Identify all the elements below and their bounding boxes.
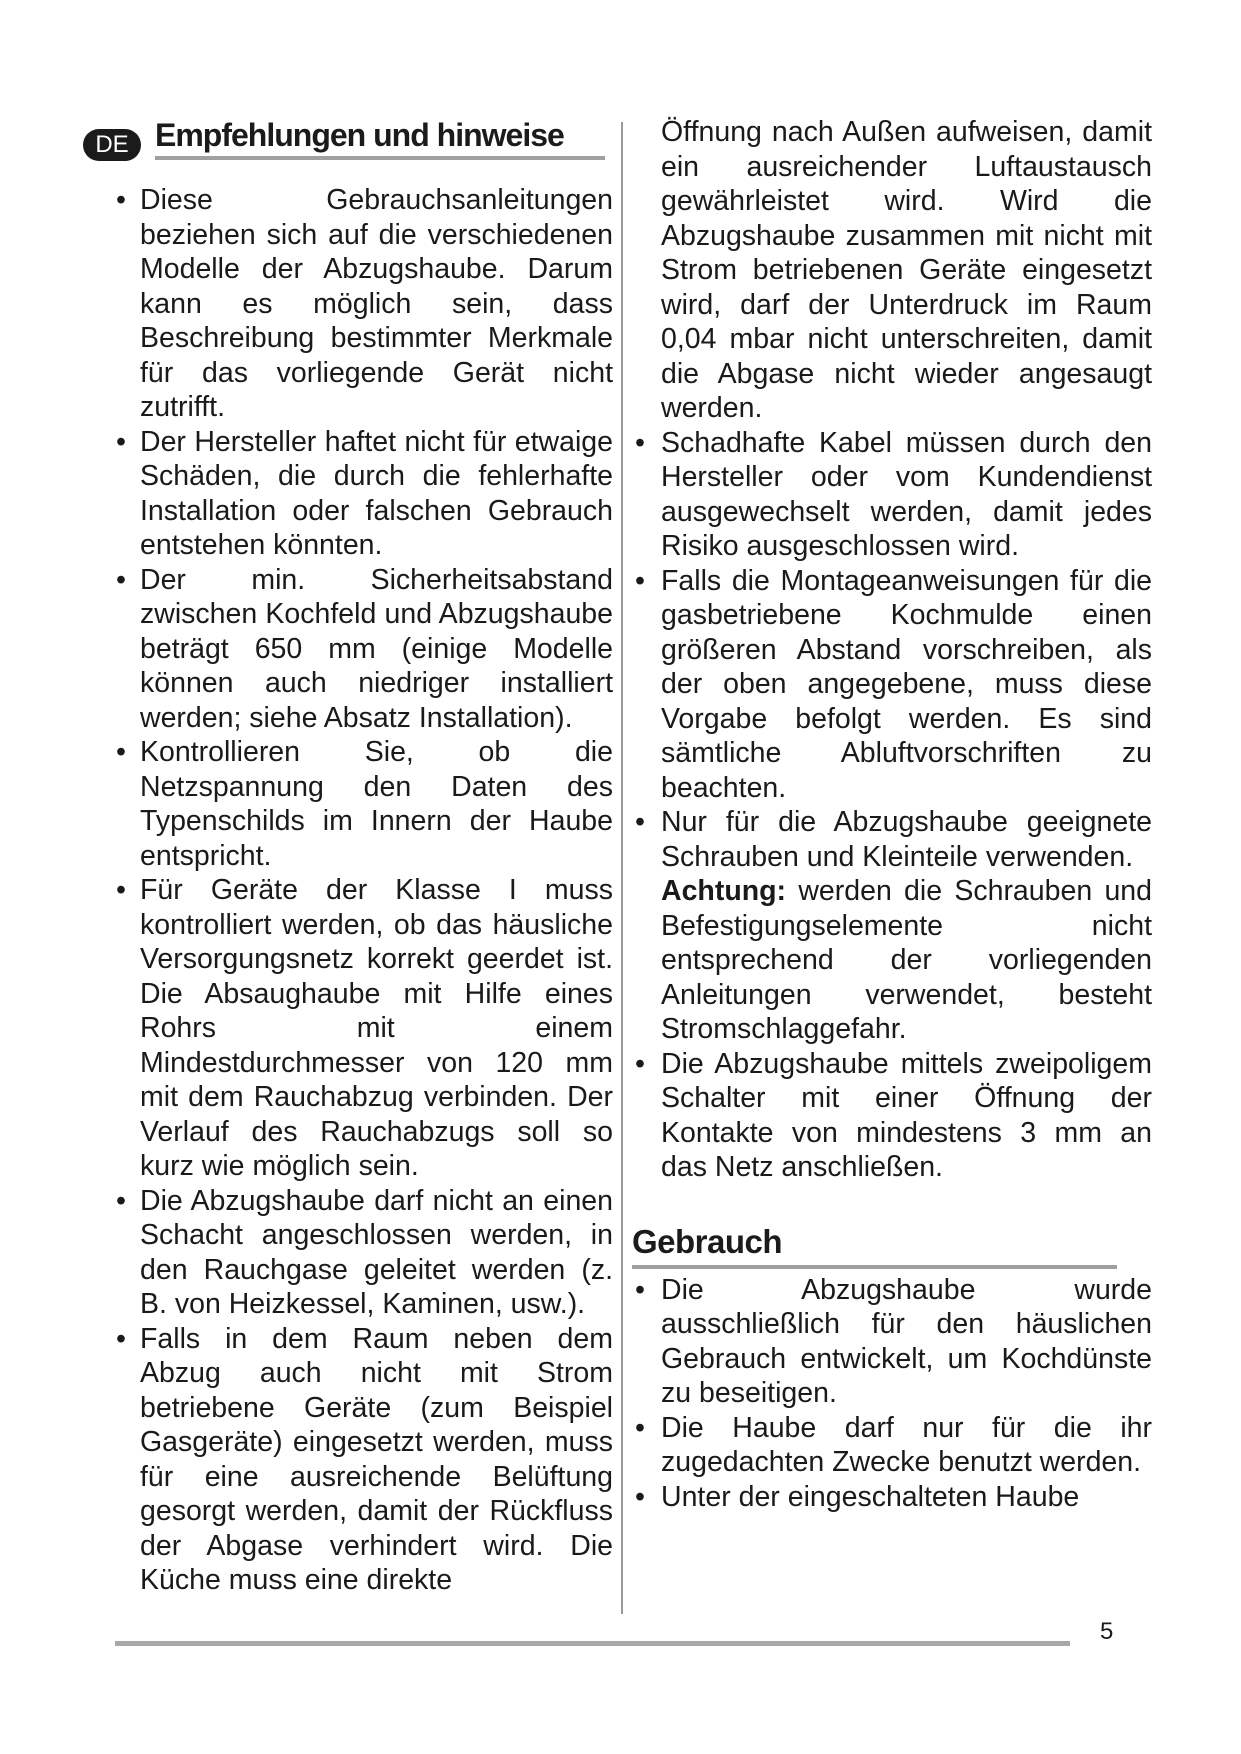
list-item: • Nur für die Abzugshaube geeignete Schrauben und Kleinteile verwenden. — [632, 805, 1152, 874]
usage-list — [632, 1273, 1152, 1515]
list-item: • Falls die Montageanweisungen für die gasbetriebene Kochmulde einen größeren Abstand vorschreiben, als der oben angegebene, muss diese Vorgabe befolgt werden. Es sind sämtliche Abluftvorschriften zu beachten. — [632, 564, 1152, 806]
list-item: • Schadhafte Kabel müssen durch den Hersteller oder vom Kundendienst ausgewechselt werden, damit jedes Risiko ausgeschlossen wird. — [632, 426, 1152, 564]
list-item: • Die Abzugshaube mittels zweipoligem Schalter mit einer Öffnung der Kontakte von mindestens 3 mm an das Netz anschließen. — [632, 1047, 1152, 1185]
section-header — [95, 115, 613, 163]
usage-section-title: Gebrauch — [632, 1222, 783, 1260]
list-item: • Der min. Sicherheitsabstand zwischen Kochfeld und Abzugshaube beträgt 650 mm (einige Modelle können auch niedriger installiert werden; siehe Absatz Installation). — [113, 563, 613, 736]
page-number: 5 — [1100, 1618, 1114, 1645]
warning-text: werden die Schrauben und Befestigungselemente nicht entsprechend der vorliegenden Anleitungen verwendet, besteht Stromschlaggefahr. — [661, 875, 1152, 1045]
usage-title-underline — [632, 1265, 1117, 1269]
list-item: • Der Hersteller haftet nicht für etwaige Schäden, die durch die fehlerhafte Installation oder falschen Gebrauch entstehen könnten. — [113, 425, 613, 563]
warning-paragraph — [632, 874, 1152, 1047]
left-column — [95, 115, 613, 1598]
list-item: • Diese Gebrauchsanleitungen beziehen sich auf die verschiedenen Modelle der Abzugshaube. Darum kann es möglich sein, dass Beschreibung bestimmter Merkmale für das vorliegende Gerät nicht zutrifft. — [113, 183, 613, 425]
list-item: • Die Haube darf nur für die ihr zugedachten Zwecke benutzt werden. — [632, 1411, 1152, 1480]
usage-section-header — [632, 1223, 1152, 1273]
section-title: Empfehlungen und hinweise — [155, 117, 564, 153]
right-column — [632, 115, 1152, 1514]
language-badge: DE — [83, 129, 141, 161]
warning-label: Achtung: — [661, 875, 787, 907]
footer-rule — [115, 1641, 1070, 1646]
recommendations-list — [113, 183, 613, 1598]
recommendations-list-continued — [632, 115, 1152, 1185]
list-item: • Die Abzugshaube wurde ausschließlich für den häuslichen Gebrauch entwickelt, um Kochdünste zu beseitigen. — [632, 1273, 1152, 1411]
title-underline — [155, 156, 605, 160]
list-item-continuation: Öffnung nach Außen aufweisen, damit ein ausreichender Luftaustausch gewährleistet wird. Wird die Abzugshaube zusammen mit nicht mit Strom betriebenen Geräte eingesetzt wird, darf der Unterdruck im Raum 0,04 mbar nicht unterschreiten, damit die Abgase nicht wieder angesaugt werden. — [661, 116, 1152, 424]
column-divider — [621, 122, 623, 1614]
list-item: • Die Abzugshaube darf nicht an einen Schacht angeschlossen werden, in den Rauchgase geleitet werden (z. B. von Heizkessel, Kaminen, usw.). — [113, 1184, 613, 1322]
list-item: • Kontrollieren Sie, ob die Netzspannung den Daten des Typenschilds im Innern der Haube entspricht. — [113, 735, 613, 873]
list-item: • Unter der eingeschalteten Haube — [632, 1480, 1152, 1515]
list-item: • Für Geräte der Klasse I muss kontrolliert werden, ob das häusliche Versorgungsnetz korrekt geerdet ist. Die Absaughaube mit Hilfe eines Rohrs mit einem Mindestdurchmesser von 120 mm mit dem Rauchabzug verbinden. Der Verlauf des Rauchabzugs soll so kurz wie möglich sein. — [113, 873, 613, 1184]
list-item: • Falls in dem Raum neben dem Abzug auch nicht mit Strom betriebene Geräte (zum Beispiel Gasgeräte) eingesetzt werden, muss für eine ausreichende Belüftung gesorgt werden, damit der Rückfluss der Abgase verhindert wird. Die Küche muss eine direkte — [113, 1322, 613, 1598]
